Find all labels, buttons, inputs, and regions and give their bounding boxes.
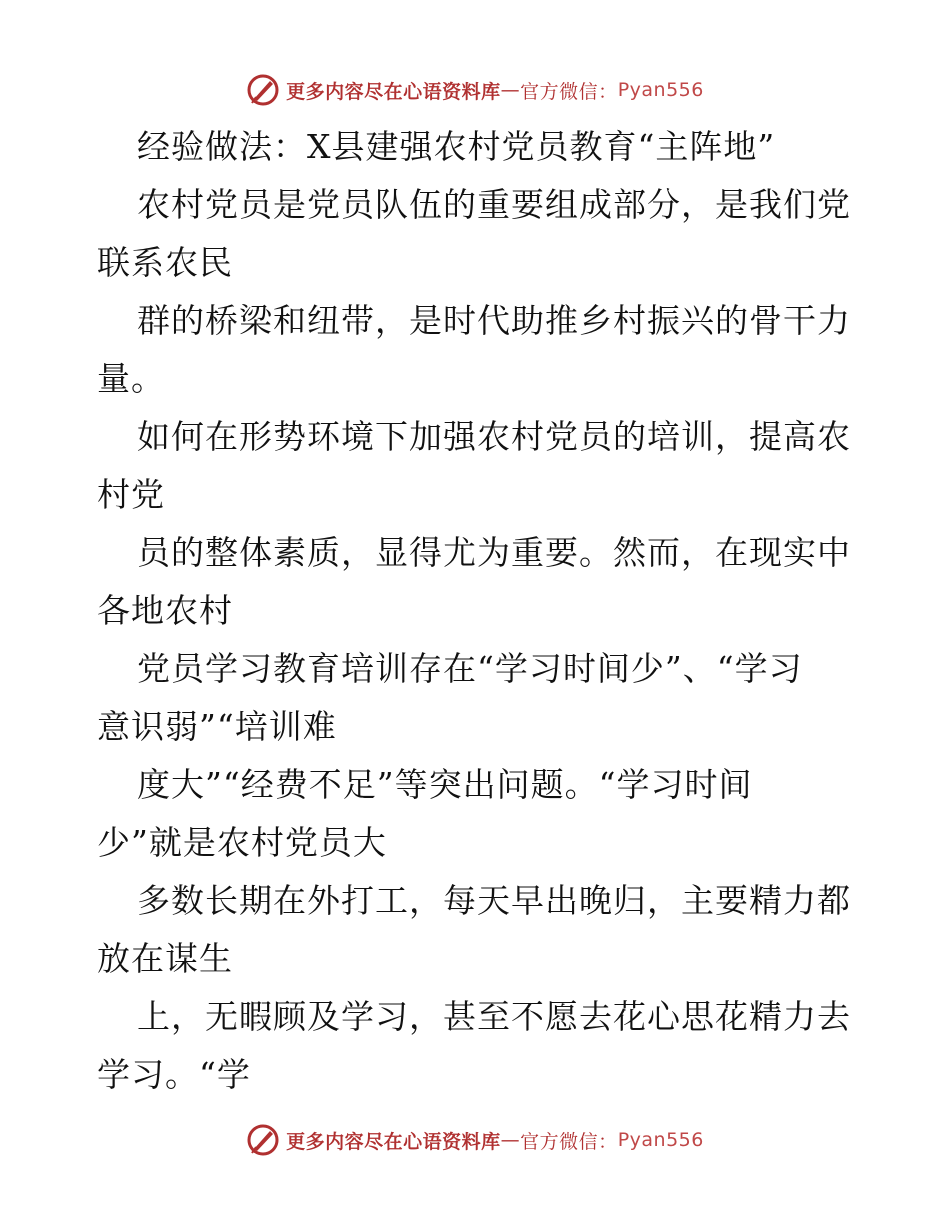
paragraph-line: 员的整体素质，显得尤为重要。然而，在现实中 [137, 533, 851, 572]
paragraph-line: 农村党员是党员队伍的重要组成部分，是我们党 [137, 185, 851, 224]
document-title: 经验做法：X县建强农村党员教育“主阵地” [137, 127, 776, 166]
paragraph-line: 群的桥梁和纽带，是时代助推乡村振兴的骨干力 [137, 301, 851, 340]
document-body [97, 118, 857, 1104]
watermark-contact-label: 官方微信： [520, 80, 618, 103]
watermark-contact-label: 官方微信： [520, 1130, 618, 1153]
paragraph-line: 意识弱”“培训难 [97, 707, 337, 746]
paragraph-line: 度大”“经费不足”等突出问题。“学习时间 [137, 765, 753, 804]
paragraph-line: 党员学习教育培训存在“学习时间少”、“学习 [137, 649, 803, 688]
watermark-separator: — [500, 79, 521, 101]
paragraph-line: 学习。“学 [97, 1055, 251, 1094]
quill-logo-icon [246, 1123, 280, 1157]
paragraph-line: 放在谋生 [97, 939, 233, 978]
paragraph-line: 各地农村 [97, 591, 233, 630]
footer-watermark [0, 1120, 950, 1160]
paragraph-line: 村党 [97, 475, 165, 514]
paragraph-line: 多数长期在外打工，每天早出晚归，主要精力都 [137, 881, 851, 920]
paragraph-line: 联系农民 [97, 243, 233, 282]
watermark-main-text: 更多内容尽在心语资料库 [286, 1130, 501, 1153]
watermark-contact-id: Pyan556 [617, 79, 704, 101]
paragraph-line: 量。 [97, 359, 165, 398]
header-watermark [0, 70, 950, 110]
watermark-contact-id: Pyan556 [617, 1129, 704, 1151]
paragraph-line: 上，无暇顾及学习，甚至不愿去花心思花精力去 [137, 997, 851, 1036]
quill-logo-icon [246, 73, 280, 107]
watermark-separator: — [500, 1129, 521, 1151]
watermark-main-text: 更多内容尽在心语资料库 [286, 80, 501, 103]
paragraph-line: 如何在形势环境下加强农村党员的培训，提高农 [137, 417, 851, 456]
paragraph-line: 少”就是农村党员大 [97, 823, 387, 862]
